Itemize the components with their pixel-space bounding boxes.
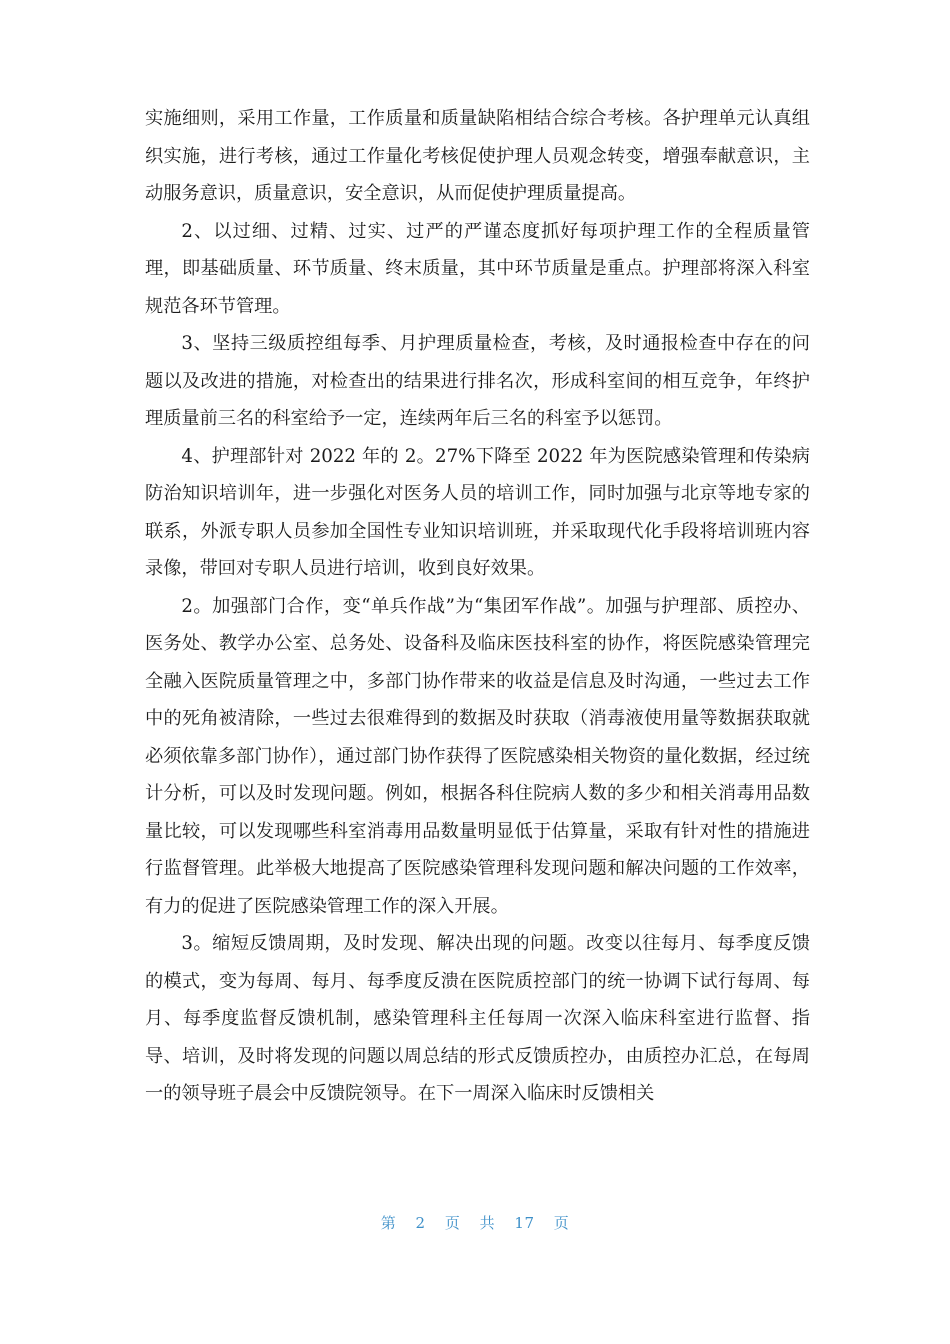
- footer-current-page: 2: [415, 1214, 426, 1232]
- paragraph-section-3: 3。缩短反馈周期，及时发现、解决出现的问题。改变以往每月、每季度反馈的模式，变为每周、每月、每季度反溃在医院质控部门的统一协调下试行每周、每月、每季度监督反馈机制，感染管理科主任每周一次深入临床科室进行监督、指导、培训，及时将发现的问题以周总结的形式反馈质控办，由质控办汇总，在每周一的领导班子晨会中反馈院领导。在下一周深入临床时反馈相关: [145, 933, 810, 1104]
- paragraph-continuation: 实施细则，采用工作量，工作质量和质量缺陷相结合综合考核。各护理单元认真组织实施，进行考核，通过工作量化考核促使护理人员观念转变，增强奉献意识，主动服务意识，质量意识，安全意识，从而促使护理质量提高。: [145, 108, 810, 204]
- footer-label-ye-end: 页: [553, 1214, 570, 1232]
- paragraph-item-4: 4、护理部针对 2022 年的 2。27%下降至 2022 年为医院感染管理和传染病防治知识培训年，进一步强化对医务人员的培训工作，同时加强与北京等地专家的联系，外派专职人员参加全国性专业知识培训班，并采取现代化手段将培训班内容录像，带回对专职人员进行培训，收到良好效果。: [145, 445, 810, 579]
- footer-label-gong: 共: [479, 1214, 496, 1232]
- document-body: [145, 100, 810, 1113]
- page-footer: [0, 1212, 950, 1233]
- paragraph-section-2: 2。加强部门合作，变“单兵作战”为“集团军作战”。加强与护理部、质控办、医务处、教学办公室、总务处、设备科及临床医技科室的协作，将医院感染管理完全融入医院质量管理之中，多部门协作带来的收益是信息及时沟通，一些过去工作中的死角被清除，一些过去很难得到的数据及时获取（消毒液使用量等数据获取就必须依靠多部门协作），通过部门协作获得了医院感染相关物资的量化数据，经过统计分析，可以及时发现问题。例如，根据各科住院病人数的多少和相关消毒用品数量比较，可以发现哪些科室消毒用品数量明显低于估算量，采取有针对性的措施进行监督管理。此举极大地提高了医院感染管理科发现问题和解决问题的工作效率，有力的促进了医院感染管理工作的深入开展。: [145, 595, 810, 917]
- footer-label-di: 第: [380, 1214, 397, 1232]
- paragraph-item-2: 2、以过细、过精、过实、过严的严谨态度抓好每项护理工作的全程质量管理，即基础质量、环节质量、终末质量，其中环节质量是重点。护理部将深入科室规范各环节管理。: [145, 220, 810, 317]
- paragraph-item-3: 3、坚持三级质控组每季、月护理质量检查，考核，及时通报检查中存在的问题以及改进的措施，对检查出的结果进行排名次，形成科室间的相互竞争，年终护理质量前三名的科室给予一定，连续两年后三名的科室予以惩罚。: [145, 333, 810, 429]
- footer-total-pages: 17: [514, 1214, 535, 1232]
- footer-label-ye: 页: [444, 1214, 461, 1232]
